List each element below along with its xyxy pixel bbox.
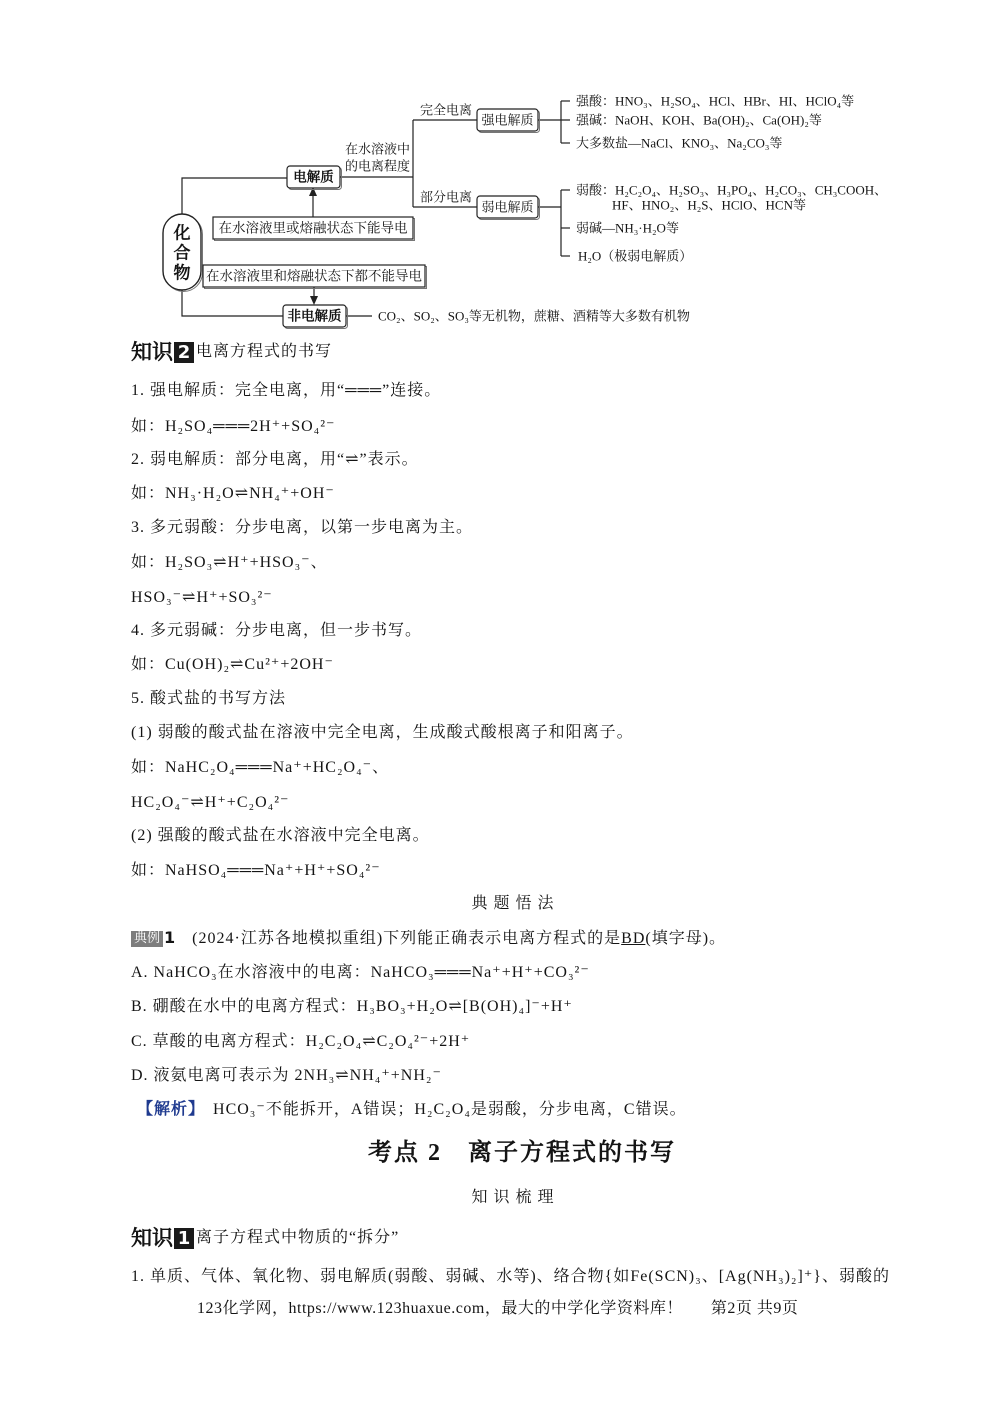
example-stem [131,928,726,949]
analysis-label: 【解析】 [137,1101,206,1118]
most-salts: 大多数盐—NaCl、KNO₃、Na₂CO₃等 [576,135,783,151]
degree-label-line-1: 在水溶液中 [345,141,411,157]
strong-acids: 强酸：HNO₃、H₂SO₄、HCl、HBr、HI、HClO₄等 [576,93,855,109]
text-line: 如：NH₃·H₂O⇌NH₄⁺+OH⁻ [131,485,335,502]
knowledge-heading-1 [131,1227,399,1249]
analysis [137,1100,687,1120]
partial-ionization-label: 部分电离 [420,189,473,205]
example-stem-text: (2024·江苏各地模拟重组)下列能正确表示电离方程式的是 [192,930,622,947]
text-line: 3. 多元弱酸：分步电离，以第一步电离为主。 [131,519,474,536]
footer-site: 123化学网，https://www.123huaxue.com，最大的中学化学资料库！ [197,1300,683,1317]
text-line: 1. 强电解质：完全电离，用“═══”连接。 [131,382,442,399]
strong-electrolyte-label: 强电解质 [481,112,534,128]
weak-bases: 弱碱—NH₃·H₂O等 [576,220,679,236]
option-b: B. 硼酸在水中的电离方程式：H₃BO₃+H₂O⇌[B(OH)₄]⁻+H⁺ [131,998,573,1015]
weak-electrolyte-label: 弱电解质 [481,199,534,215]
example-answer: BD [621,930,646,947]
knowledge-number-badge: 1 [174,1228,194,1249]
section-subtitle: 知 识 梳 理 [471,1189,555,1206]
weak-acids-line-2: HF、HNO₂、H₂S、HClO、HCN等 [612,197,806,213]
text-line: 如：H₂SO₄═══2H⁺+SO₄²⁻ [131,418,336,435]
option-a: A. NaHCO₃在水溶液中的电离：NaHCO₃═══Na⁺+H⁺+CO₃²⁻ [131,964,590,981]
degree-label-line-2: 的电离程度 [345,158,411,174]
text-line: 2. 弱电解质：部分电离，用“⇌”表示。 [131,451,419,468]
text-line: 如：NaHC₂O₄═══Na⁺+HC₂O₄⁻、 [131,759,390,776]
example-badge: 典例 [131,931,163,947]
text-line: (1) 弱酸的酸式盐在溶液中完全电离，生成酸式酸根离子和阳离子。 [131,724,634,741]
text-line: 1. 单质、气体、氧化物、弱电解质(弱酸、弱碱、水等)、络合物{如Fe(SCN)₃、[Ag(NH₃)₂]⁺}、弱酸的 [131,1268,890,1285]
text-line: HC₂O₄⁻⇌H⁺+C₂O₄²⁻ [131,794,290,811]
text-line: 如：H₂SO₃⇌H⁺+HSO₃⁻、 [131,554,328,571]
non-electrolyte-label: 非电解质 [287,308,342,324]
knowledge-title: 电离方程式的书写 [196,343,333,360]
example-number: 1 [164,928,177,947]
arrow-down-icon [310,296,318,305]
electrolyte-classification-diagram [0,0,993,340]
text-line: HSO₃⁻⇌H⁺+SO₃²⁻ [131,589,273,606]
option-c: C. 草酸的电离方程式：H₂C₂O₄⇌C₂O₄²⁻+2H⁺ [131,1033,471,1050]
text-line: (2) 强酸的酸式盐在水溶液中完全电离。 [131,827,430,844]
analysis-text: HCO₃⁻不能拆开，A错误；H₂C₂O₄是弱酸，分步电离，C错误。 [213,1101,687,1118]
complete-ionization-label: 完全电离 [420,102,473,118]
non-electrolyte-examples: CO₂、SO₂、SO₃等无机物，蔗糖、酒精等大多数有机物 [378,308,690,324]
root-char-1: 化 [173,223,191,243]
electrolyte-label: 电解质 [293,169,334,185]
text-line: 如：Cu(OH)₂⇌Cu²⁺+2OH⁻ [131,656,334,673]
text-line: 5. 酸式盐的书写方法 [131,690,287,707]
weak-acids-line-1: 弱酸：H₂C₂O₄、H₂SO₃、H₃PO₄、H₂CO₃、CH₃COOH、 [576,182,888,198]
strong-bases: 强碱：NaOH、KOH、Ba(OH)₂、Ca(OH)₂等 [576,112,822,128]
text-line: 如：NaHSO₄═══Na⁺+H⁺+SO₄²⁻ [131,862,381,879]
footer-page-number: 第2页 共9页 [710,1300,799,1317]
non-conducts-condition-label: 在水溶液里和熔融状态下都不能导电 [206,268,422,284]
conducts-condition-label: 在水溶液里或熔融状态下能导电 [218,220,408,236]
knowledge-title: 离子方程式中物质的“拆分” [196,1229,400,1246]
example-stem-tail: (填字母)。 [645,930,727,947]
root-char-2: 合 [173,243,191,263]
knowledge-label: 知识 [131,1226,173,1250]
knowledge-number-badge: 2 [174,342,194,363]
page-footer [197,1299,798,1319]
option-d: D. 液氨电离可表示为 2NH₃⇌NH₄⁺+NH₂⁻ [131,1067,442,1084]
text-line: 4. 多元弱碱：分步电离，但一步书写。 [131,622,423,639]
root-char-3: 物 [173,263,191,283]
knowledge-label: 知识 [131,340,173,364]
section-title: 考点 2 离子方程式的书写 [368,1140,676,1166]
water-item: H₂O（极弱电解质） [578,248,693,264]
method-heading: 典 题 悟 法 [471,895,555,912]
knowledge-heading-2 [131,341,332,363]
